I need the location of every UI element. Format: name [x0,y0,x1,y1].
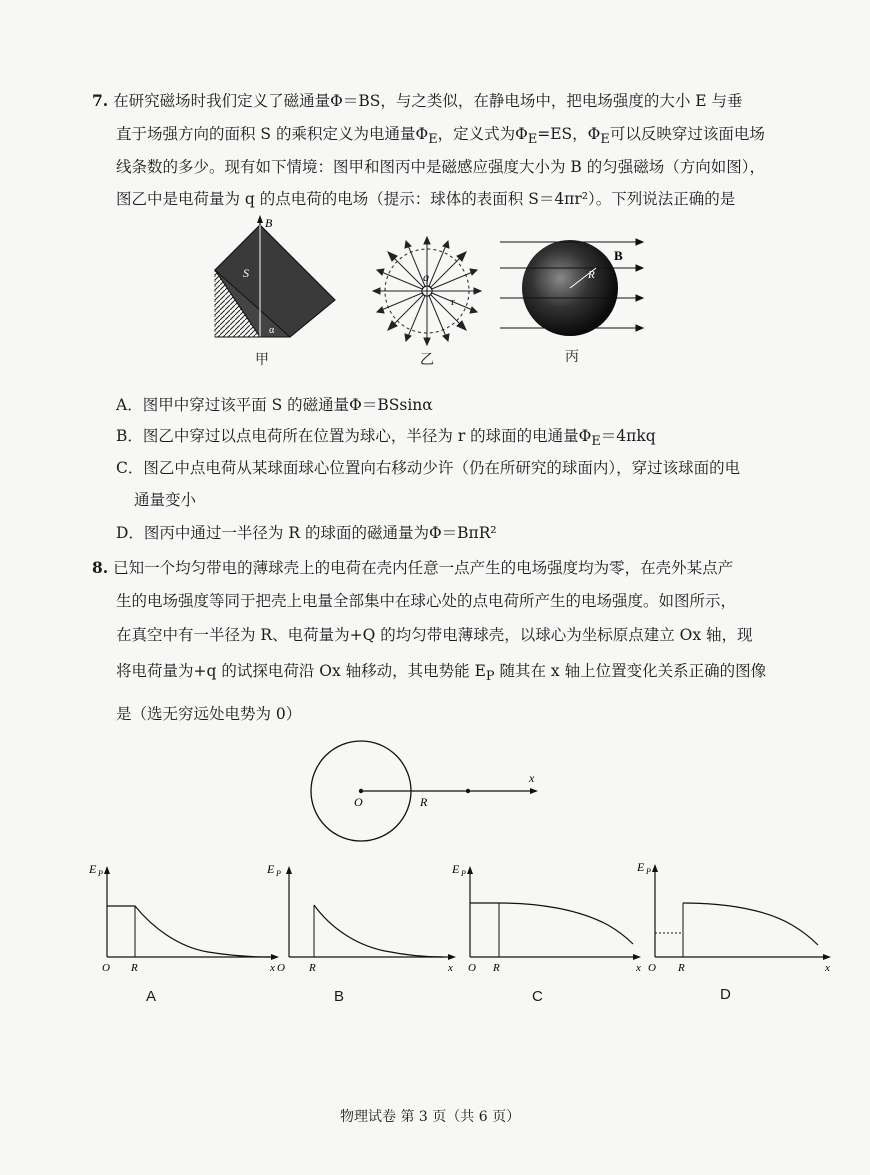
graph-b-r-label: R [309,962,316,974]
graph-d-ep-label: E [637,860,645,874]
q7-option-c-cont: 通量变小 [134,491,197,509]
graph-c-o-label: O [468,962,476,974]
fig-yi-r-label: r [451,296,455,308]
graph-b-option-label: B [334,988,345,1005]
graph-b-o-label: O [277,962,285,974]
graph-c-ep-sub: P [461,869,466,878]
fig-bing-r-label: R [588,269,595,281]
q8-number: 8. [92,558,109,577]
graph-c-r-label: R [493,962,500,974]
graph-d-r-label: R [678,962,685,974]
q7-line-3: 线条数的多少。现有如下情境：图甲和图丙中是磁感应强度大小为 B 的匀强磁场（方向如图）， [116,158,765,176]
figure-yi [371,235,483,347]
graph-d [632,853,837,978]
q7-sub-2: E [527,132,538,148]
q7-line-1 [92,91,743,111]
graph-a-x-label: x [270,962,275,974]
q7-number: 7. [92,91,109,110]
q8-line-3: 在真空中有一半径为 R、电荷量为+Q 的均匀带电薄球壳，以球心为坐标原点建立 Ox 轴，现 [116,626,753,644]
graph-c-ep-label: E [452,862,460,876]
figure-bing [498,232,648,342]
graph-c-x-label: x [636,962,641,974]
graph-a-option-label: A [146,988,157,1005]
shell-diagram [300,740,550,850]
graph-c [448,857,648,977]
graph-a-curve [107,906,270,957]
q7-sub-3: E [600,132,610,148]
graph-c-curve [470,903,633,944]
q7-option-a: A．图甲中穿过该平面 S 的磁通量Φ＝BSsinα [116,396,433,414]
q8-text-1: 已知一个均匀带电的薄球壳上的电荷在壳内任意一点产生的电场强度均为零，在壳外某点产 [113,559,734,577]
graph-b-ep-label: E [267,862,275,876]
q8-line-5: 是（选无穷远处电势为 0） [116,705,302,723]
fig-bing-b-label: B [614,248,623,263]
fig-label-yi: 乙 [420,352,434,368]
graph-d-ep-sub: P [646,867,651,876]
graph-d-x-label: x [825,962,830,974]
q7-option-b [116,426,656,452]
q7-option-b-sub: E [591,434,601,450]
fig-yi-q-label: q [423,270,429,284]
graph-b [265,857,460,977]
graph-a-ep-label: E [89,862,97,876]
q8-text-4: 将电荷量为+q 的试探电荷沿 Ox 轴移动，其电势能 E [116,662,486,680]
q8-line-4 [116,661,766,687]
diagram-r-label: R [420,795,428,809]
diagram-o-label: O [354,795,363,809]
q7-line-2 [116,124,765,150]
fig-jia-b-label: B [265,216,273,230]
page-footer: 物理试卷 第 3 页（共 6 页） [340,1109,521,1125]
q8-text-4b: 随其在 x 轴上位置变化关系正确的图像 [494,662,767,680]
graph-a-r-label: R [131,962,138,974]
q8-sub-p: P [485,669,495,685]
q7-option-d: D．图丙中通过一半径为 R 的球面的磁通量为Φ＝BπR² [116,524,497,542]
fig-jia-alpha-label: α [269,325,275,336]
graph-b-ep-sub: P [276,869,281,878]
q7-text-1: 在研究磁场时我们定义了磁通量Φ＝BS，与之类似，在静电场中，把电场强度的大小 E 与垂 [113,92,743,110]
graph-d-option-label: D [720,986,731,1003]
q7-option-b-end: ＝4πkq [600,427,656,445]
graph-d-o-label: O [648,962,656,974]
fig-jia-s-label: S [243,266,249,280]
q7-text-2d: 可以反映穿过该面电场 [609,125,765,143]
q7-text-2b: ，定义式为Φ [437,125,528,143]
fig-label-jia: 甲 [255,352,269,368]
fig-label-bing: 丙 [565,349,579,365]
graph-d-curve [683,903,818,945]
q7-option-c: C．图乙中点电荷从某球面球心位置向右移动少许（仍在所研究的球面内），穿过该球面的电 [116,459,741,477]
graph-a-ep-sub: P [98,869,103,878]
graph-a [88,857,283,977]
q7-text-2: 直于场强方向的面积 S 的乘积定义为电通量Φ [116,125,429,143]
q8-line-1 [92,558,733,578]
q7-sub-1: E [428,132,438,148]
graph-b-curve [314,905,443,957]
q7-option-b-text: B．图乙中穿过以点电荷所在位置为球心，半径为 r 的球面的电通量Φ [116,427,592,445]
q7-line-4: 图乙中是电荷量为 q 的点电荷的电场（提示：球体的表面积 S＝4πr²）。下列说法正确的是 [116,190,736,208]
figure-jia [205,215,345,345]
q7-text-2c: =ES，Φ [537,125,601,143]
q8-line-2: 生的电场强度等同于把壳上电量全部集中在球心处的点电荷所产生的电场强度。如图所示， [116,592,737,610]
test-charge-point [466,789,470,793]
diagram-x-label: x [529,771,535,785]
origin-point [359,789,363,793]
graph-a-o-label: O [102,962,110,974]
graph-b-x-label: x [448,962,453,974]
graph-c-option-label: C [532,988,543,1005]
